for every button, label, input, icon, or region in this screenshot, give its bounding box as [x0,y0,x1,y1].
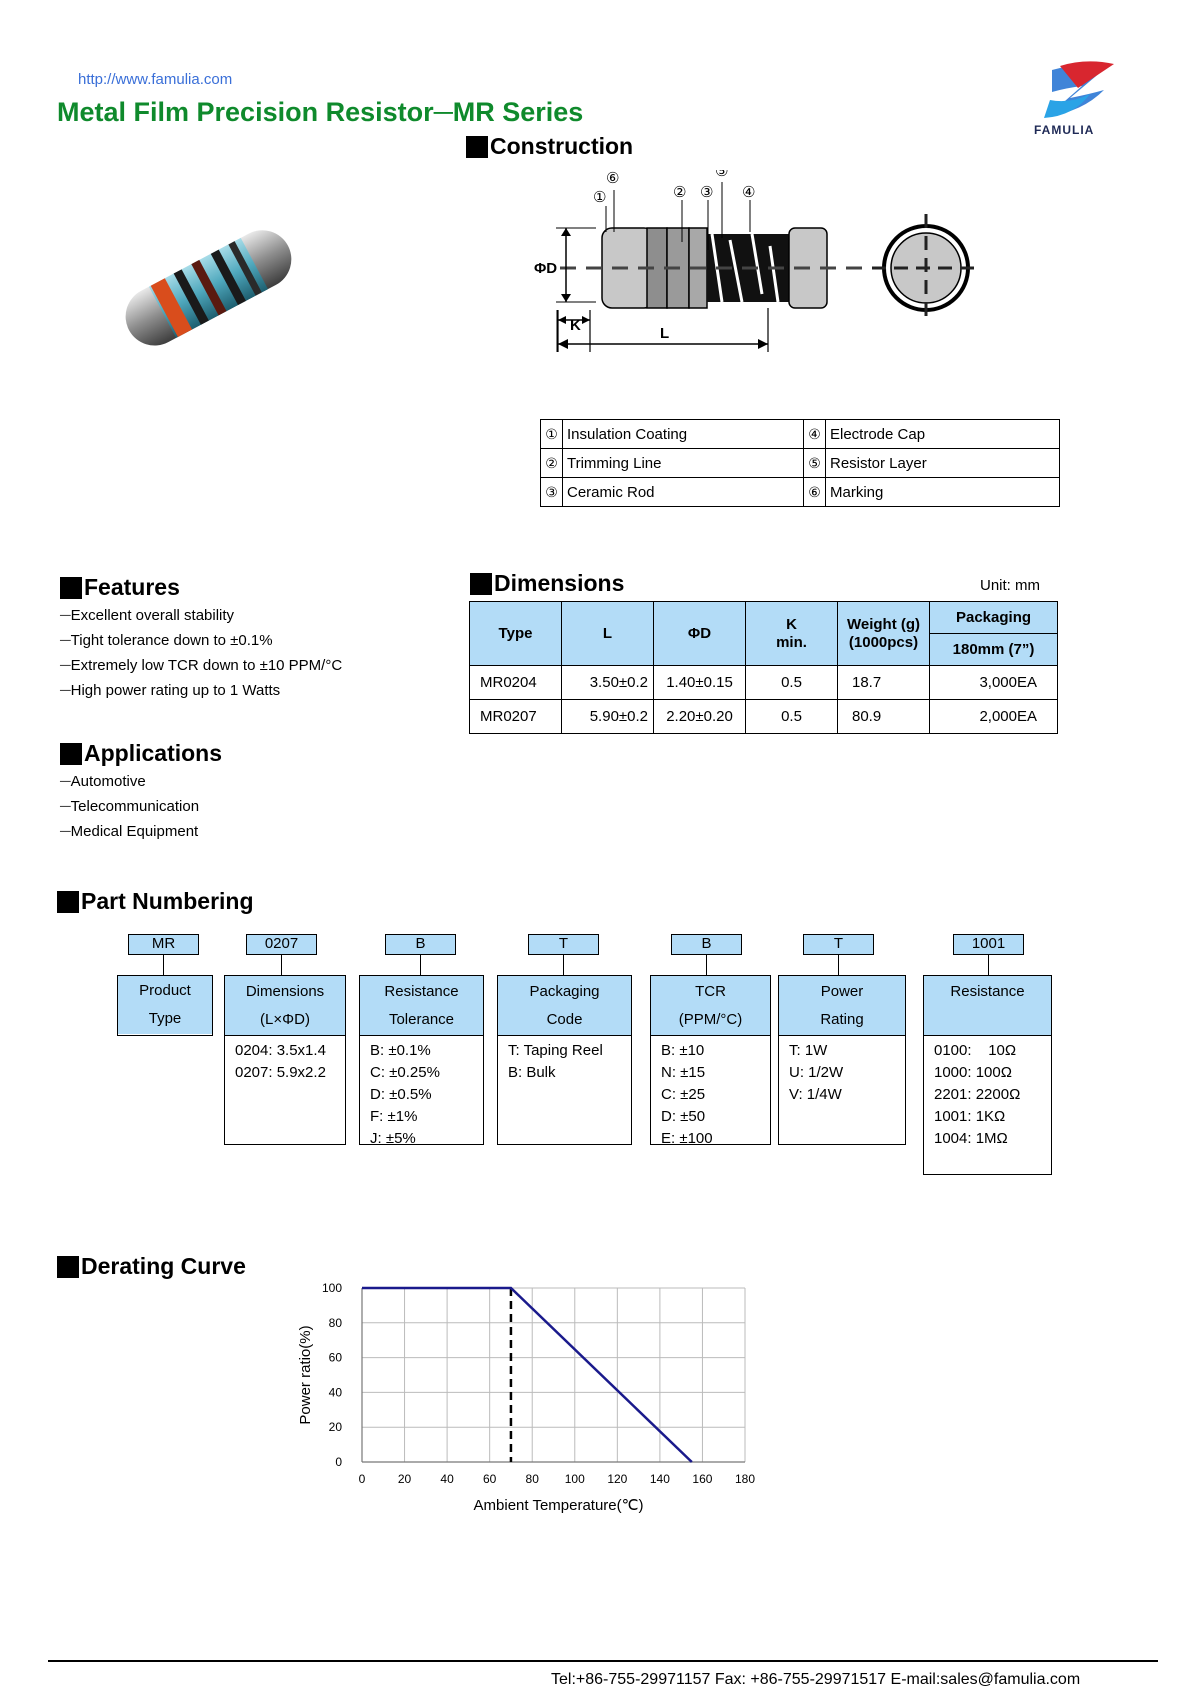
construction-legend-table [540,419,1060,507]
pn-connector [420,955,421,975]
dim-label-k: K [570,317,581,334]
dimensions-table [469,601,1058,734]
y-axis-label: Power ratio(%) [297,1325,314,1425]
series-line-derating [362,1288,692,1462]
legend-label: Ceramic Rod [563,478,804,507]
pn-field-packaging [497,975,632,1145]
x-tick-label: 140 [649,1472,670,1486]
pn-options: B: ±0.1% C: ±0.25% D: ±0.5% F: ±1% J: ±5% [370,1042,440,1147]
list-item: ─Automotive [60,773,146,790]
x-tick-label: 100 [564,1472,585,1486]
table-row: MR0207 5.90±0.2 2.20±0.20 0.5 80.9 2,000EA [470,700,1058,734]
y-tick-label: 80 [328,1315,342,1330]
x-tick-label: 0 [358,1472,366,1486]
pn-field-product [117,975,213,1036]
heading-square-icon [60,577,82,599]
callout-1: ① [593,188,607,206]
col-d: ΦD [654,602,746,666]
heading-square-icon [57,891,79,913]
footer-contact: Tel:+86-755-29971157 Fax: +86-755-29971517 E-mail:sales@famulia.com [551,1671,1081,1688]
resistor-photo [108,215,308,365]
logo-wordmark: FAMULIA [1034,123,1095,137]
pn-connector [988,955,989,975]
derating-heading [57,1253,246,1280]
pn-code-packaging: T [528,934,599,955]
pn-code-power: T [803,934,874,955]
part-numbering-heading [57,888,254,915]
pn-code-resistance: 1001 [953,934,1024,955]
pn-options: T: 1W U: 1/2W V: 1/4W [789,1042,844,1103]
x-tick-label: 80 [525,1472,539,1486]
pn-header: Resistance [924,976,1051,1036]
features-list [60,603,342,703]
pn-options: 0204: 3.5x1.4 0207: 5.9x2.2 [235,1042,326,1081]
legend-num: ① [541,420,563,449]
pn-field-resistance [923,975,1052,1175]
list-item: ─Medical Equipment [60,823,199,840]
pn-connector [563,955,564,975]
pn-code-tcr: B [671,934,742,955]
callout-4: ④ [742,183,756,201]
y-tick-label: 60 [328,1350,342,1365]
list-item: ─Telecommunication [60,798,200,815]
pn-connector [281,955,282,975]
legend-label: Trimming Line [563,449,804,478]
callout-6: ⑥ [606,170,620,187]
y-tick-label: 40 [328,1385,342,1400]
legend-num: ④ [804,420,826,449]
legend-row [541,478,1060,507]
list-item: ─Extremely low TCR down to ±10 PPM/°C [60,657,343,674]
col-weight: Weight (g) (1000pcs) [838,602,930,666]
col-l: L [562,602,654,666]
legend-row [541,449,1060,478]
y-tick-label: 0 [335,1455,342,1469]
pn-options: 0100: 10Ω 1000: 100Ω 2201: 2200Ω 1001: 1KΩ 1004: 1MΩ [934,1042,1021,1147]
x-tick-label: 180 [734,1472,756,1486]
pn-code-product: MR [128,934,199,955]
dim-label-d: ΦD [534,260,558,277]
y-tick-label: 20 [328,1420,342,1435]
pn-code-tolerance: B [385,934,456,955]
construction-heading [466,133,633,160]
x-tick-label: 20 [397,1472,412,1486]
legend-label: Resistor Layer [826,449,1060,478]
features-heading-text: Features [84,574,180,600]
table-row: MR0204 3.50±0.2 1.40±0.15 0.5 18.7 3,000EA [470,666,1058,700]
pn-header: TCR (PPM/°C) [651,976,770,1036]
col-packaging-reel: 180mm (7”) [930,634,1058,666]
pn-options: T: Taping Reel B: Bulk [508,1042,603,1081]
features-heading [60,574,180,601]
footer-divider [48,1660,1158,1662]
y-tick-label: 100 [321,1281,342,1295]
pn-field-power [778,975,906,1145]
col-packaging: Packaging [930,602,1058,634]
list-item: ─High power rating up to 1 Watts [60,682,281,699]
heading-square-icon [60,743,82,765]
callout-3: ③ [700,183,714,201]
page-title: Metal Film Precision Resistor─MR Series [57,97,584,127]
x-tick-label: 40 [440,1472,454,1486]
applications-heading-text: Applications [84,740,223,766]
pn-header: Power Rating [779,976,905,1036]
legend-num: ③ [541,478,563,507]
applications-list [60,769,199,844]
legend-label: Marking [826,478,1060,507]
legend-num: ② [541,449,563,478]
x-axis-label: Ambient Temperature(℃) [473,1497,644,1514]
unit-label: Unit: mm [980,577,1040,594]
heading-square-icon [470,573,492,595]
callout-2: ② [673,183,687,201]
x-tick-label: 60 [482,1472,497,1486]
pn-field-tolerance [359,975,484,1145]
derating-heading-text: Derating Curve [81,1253,246,1279]
col-type: Type [470,602,562,666]
construction-diagram [530,170,1010,395]
pn-header: Resistance Tolerance [360,976,483,1036]
pn-header: Packaging Code [498,976,631,1036]
pn-code-dimensions: 0207 [246,934,317,955]
pn-connector [838,955,839,975]
list-item: ─Tight tolerance down to ±0.1% [60,632,273,649]
dimensions-heading [470,570,624,597]
pn-field-tcr [650,975,771,1145]
x-tick-label: 160 [692,1472,713,1486]
applications-heading [60,740,222,767]
construction-heading-text: Construction [490,133,634,159]
dimensions-heading-text: Dimensions [494,570,625,596]
legend-num: ⑤ [804,449,826,478]
legend-num: ⑥ [804,478,826,507]
pn-field-dimensions [224,975,346,1145]
legend-label: Electrode Cap [826,420,1060,449]
dim-label-l: L [660,325,670,342]
col-k: K min. [746,602,838,666]
website-url[interactable]: http://www.famulia.com [78,71,233,88]
callout-5: ⑤ [715,170,729,180]
heading-square-icon [57,1256,79,1278]
pn-header: Product Type [118,976,212,1034]
legend-label: Insulation Coating [563,420,804,449]
pn-options: B: ±10 N: ±15 C: ±25 D: ±50 E: ±100 [661,1042,713,1147]
legend-row [541,420,1060,449]
pn-connector [163,955,164,975]
derating-chart [290,1270,770,1535]
pn-connector [706,955,707,975]
part-numbering-heading-text: Part Numbering [81,888,254,914]
heading-square-icon [466,136,488,158]
list-item: ─Excellent overall stability [60,607,235,624]
pn-header: Dimensions (L×ΦD) [225,976,345,1036]
x-tick-label: 120 [607,1472,628,1486]
